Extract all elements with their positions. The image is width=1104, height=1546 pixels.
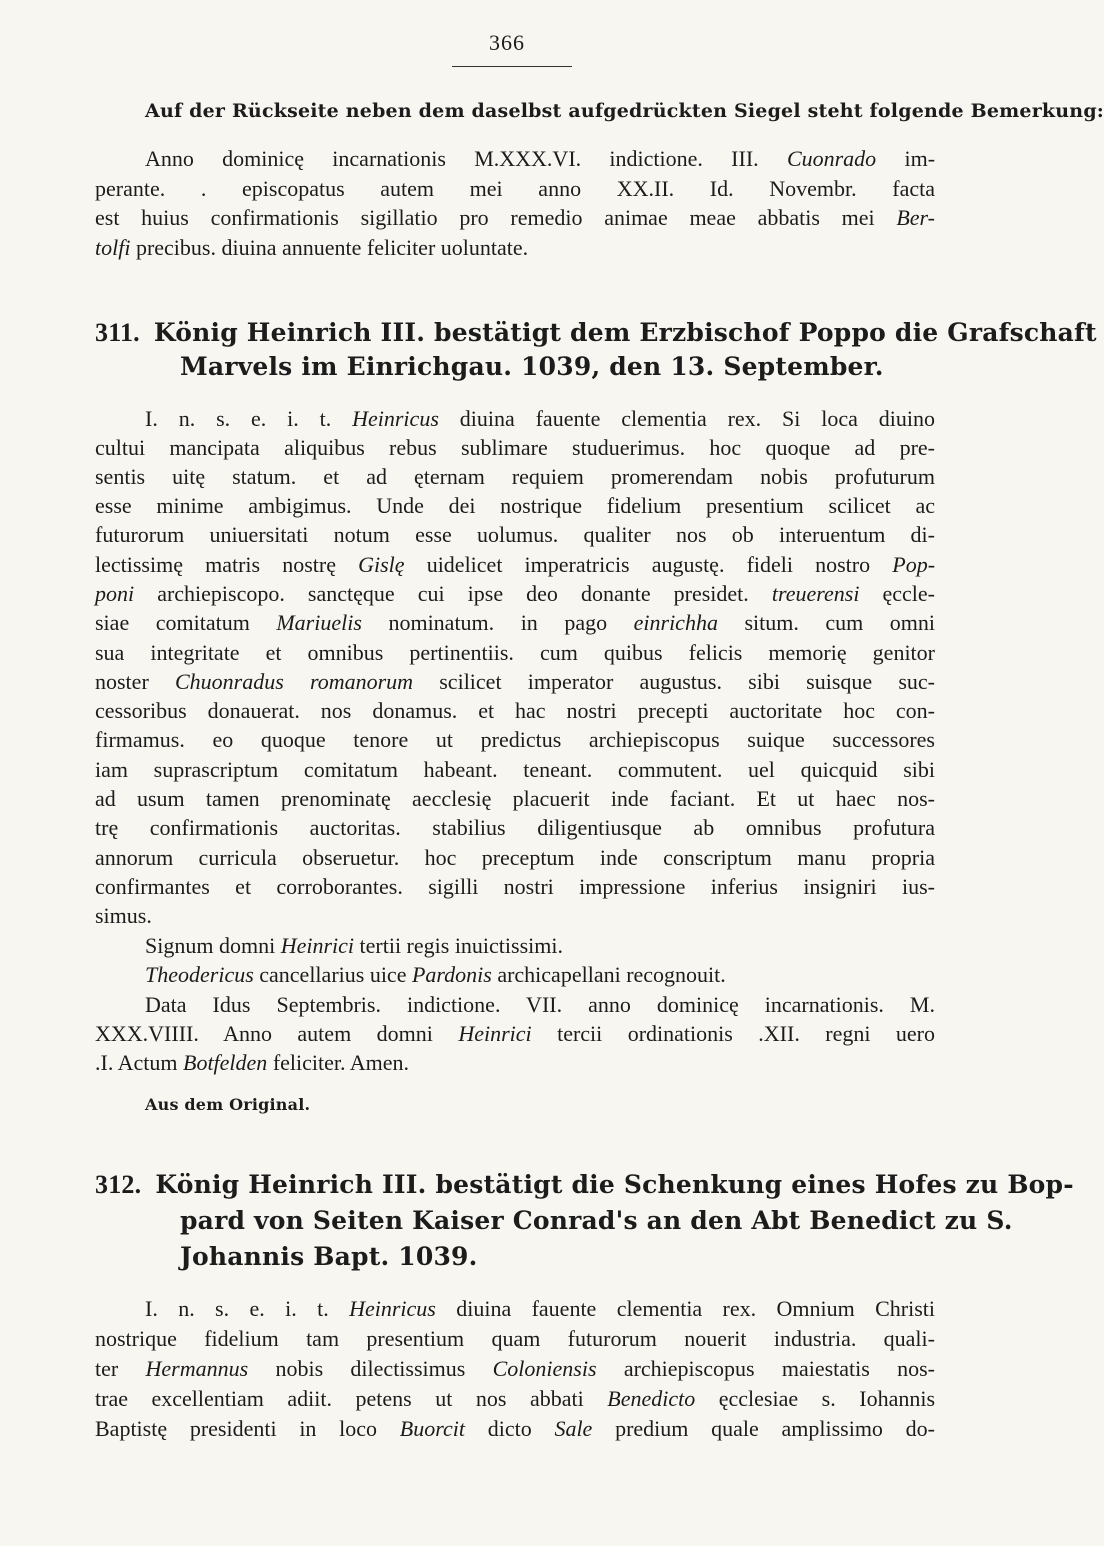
text-line: cessoribus donauerat. nos donamus. et hac nostri precepti auctoritate hoc con-	[95, 698, 935, 723]
seal-text-line: tolfi precibus. diuina annuente feliciter uoluntate.	[95, 235, 529, 260]
page-number-rule	[452, 66, 572, 67]
text-line: annorum curricula obseruetur. hoc preceptum inde conscriptum manu propria	[95, 845, 935, 870]
text-line: trę confirmationis auctoritas. stabilius diligentiusque ab omnibus profutura	[95, 815, 935, 840]
seal-note: Auf der Rückseite neben dem daselbst aufgedrückten Siegel steht folgende Bemerkung:	[145, 100, 1104, 122]
text-line: iam suprascriptum comitatum habeant. teneant. commutent. uel quicquid sibi	[95, 757, 935, 782]
text-line: sentis uitę statum. et ad ęternam requiem promerendam nobis profuturum	[95, 464, 935, 489]
doc311-heading: Marvels im Einrichgau. 1039, den 13. September.	[180, 352, 884, 381]
text-line: Baptistę presidenti in loco Buorcit dicto Sale predium quale amplissimo do-	[95, 1416, 935, 1441]
seal-text-line: Anno dominicę incarnationis M.XXX.VI. indictione. III. Cuonrado im-	[145, 146, 936, 171]
text-line: I. n. s. e. i. t. Heinricus diuina fauente clementia rex. Si loca diuino	[145, 406, 935, 431]
text-line: nostrique fidelium tam presentium quam futurorum nouerit industria. quali-	[95, 1326, 935, 1351]
text-line: sua integritate et omnibus pertinentiis. cum quibus felicis memorię genitor	[95, 640, 935, 665]
dating-line: .I. Actum Botfelden feliciter. Amen.	[95, 1050, 410, 1075]
text-line: simus.	[95, 903, 152, 928]
text-line: cultui mancipata aliquibus rebus sublimare studuerimus. hoc quoque ad pre-	[95, 435, 935, 460]
text-line: noster Chuonradus romanorum scilicet imperator augustus. sibi suisque suc-	[95, 669, 935, 694]
seal-text-line: perante. . episcopatus autem mei anno XX.II. Id. Novembr. facta	[95, 176, 935, 201]
text-line: poni archiepiscopo. sanctęque cui ipse deo donante presidet. treuerensi ęccle-	[95, 581, 936, 606]
doc312-heading: 312. König Heinrich III. bestätigt die Schenkung eines Hofes zu Bop-	[95, 1170, 1074, 1199]
text-line: ter Hermannus nobis dilectissimus Coloniensis archiepiscopus maiestatis nos-	[95, 1356, 936, 1381]
source-note: Aus dem Original.	[145, 1095, 311, 1114]
recognition-line: Theodericus cancellarius uice Pardonis archicapellani recognouit.	[145, 962, 726, 987]
doc312-heading: pard von Seiten Kaiser Conrad's an den Abt Benedict zu S.	[180, 1206, 1013, 1235]
seal-text-line: est huius confirmationis sigillatio pro remedio animae meae abbatis mei Ber-	[95, 205, 935, 230]
doc312-heading: Johannis Bapt. 1039.	[180, 1242, 478, 1271]
text-line: siae comitatum Mariuelis nominatum. in pago einrichha situm. cum omni	[95, 610, 936, 635]
doc311-number: 311.	[95, 318, 140, 347]
text-line: trae excellentiam adiit. petens ut nos abbati Benedicto ęcclesiae s. Iohannis	[95, 1386, 936, 1411]
doc312-number: 312.	[95, 1170, 142, 1199]
dating-line: XXX.VIIII. Anno autem domni Heinrici tercii ordinationis .XII. regni uero	[95, 1021, 936, 1046]
signum-line: Signum domni Heinrici tertii regis inuictissimi.	[145, 933, 563, 958]
text-line: futurorum uniuersitati notum esse uolumus. qualiter nos ob interuentum di-	[95, 522, 935, 547]
doc311-heading: 311. König Heinrich III. bestätigt dem Erzbischof Poppo die Grafschaft	[95, 318, 1097, 347]
page-number: 366	[489, 30, 525, 55]
text-line: I. n. s. e. i. t. Heinricus diuina fauente clementia rex. Omnium Christi	[145, 1296, 936, 1321]
text-line: ad usum tamen prenominatę aecclesię placuerit inde faciant. Et ut haec nos-	[95, 786, 935, 811]
text-line: confirmantes et corroborantes. sigilli nostri impressione inferius insigniri ius-	[95, 874, 935, 899]
text-line: firmamus. eo quoque tenore ut predictus archiepiscopus suique successores	[95, 727, 935, 752]
text-line: lectissimę matris nostrę Gislę uidelicet imperatricis augustę. fideli nostro Pop-	[95, 552, 936, 577]
text-line: esse minime ambigimus. Unde dei nostrique fidelium presentium scilicet ac	[95, 493, 935, 518]
dating-line: Data Idus Septembris. indictione. VII. anno dominicę incarnationis. M.	[145, 992, 935, 1017]
